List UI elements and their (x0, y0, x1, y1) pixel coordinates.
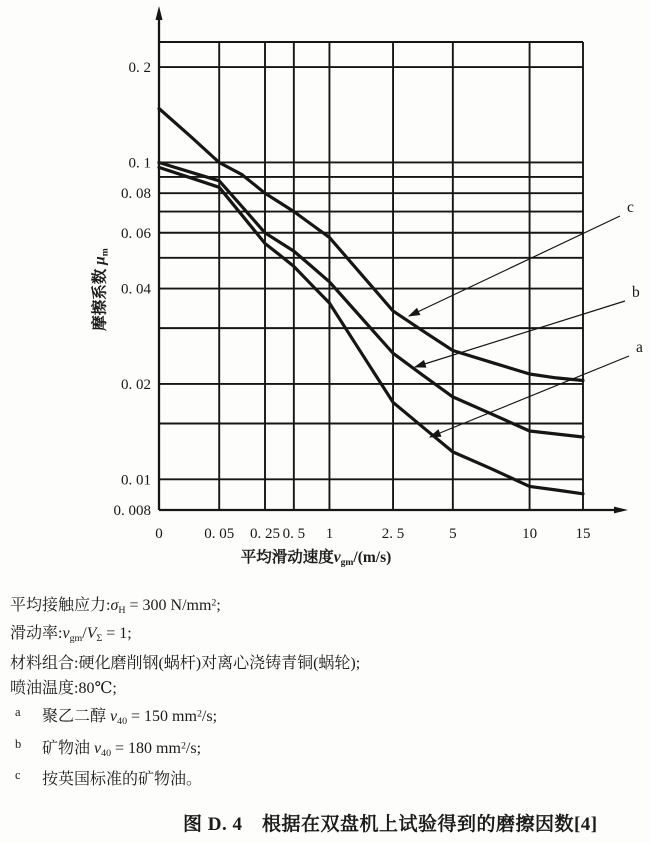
y-tick-label: 0. 02 (121, 376, 151, 393)
curve-label-c: c (627, 199, 634, 216)
text-segment: μ (91, 256, 109, 265)
footnote-marker: a (15, 705, 21, 719)
note-text (42, 771, 202, 788)
text-segment: 按英国标准的矿物油。 (42, 771, 203, 788)
text-segment: gm (340, 557, 354, 569)
curve-b (159, 163, 583, 438)
y-tick-label: 0. 01 (121, 472, 151, 489)
footnote-marker: b (15, 737, 22, 751)
footnote-b (10, 735, 201, 759)
y-tick-label: 0. 08 (121, 186, 151, 203)
text-segment: 摩擦系数 (91, 264, 109, 331)
x-tick-label: 15 (575, 526, 591, 542)
note-text (10, 680, 117, 697)
text-segment: 平均接触应力: (10, 597, 111, 614)
y-tick-label: 0. 06 (121, 225, 151, 242)
text-segment: Σ (96, 633, 103, 645)
text-segment: 2 (211, 597, 217, 609)
curve-c (159, 109, 583, 381)
text-segment: V (86, 625, 97, 642)
x-tick-label: 0. 25 (250, 526, 280, 542)
footnote-c (10, 766, 202, 789)
text-segment: gm (69, 633, 83, 645)
note-text (42, 708, 218, 728)
text-segment: 喷油温度:80℃; (10, 680, 117, 697)
text-segment: 40 (101, 748, 112, 760)
text-segment: / (82, 625, 87, 642)
x-tick-label: 5 (449, 526, 457, 542)
text-segment: 矿物油 (42, 740, 95, 757)
text-segment: /s; (201, 708, 218, 725)
condition-line (10, 620, 132, 644)
footnote-marker: c (15, 768, 21, 782)
text-segment: = 300 N/mm (125, 597, 212, 614)
x-tick-label: 2. 5 (381, 526, 405, 542)
text-segment: 滑动率: (10, 625, 63, 642)
x-tick-label: 0 (155, 526, 163, 542)
condition-line (10, 650, 360, 673)
text-segment: 2 (180, 740, 186, 752)
note-text (10, 597, 221, 617)
text-segment: = 150 mm (127, 708, 197, 725)
y-axis-arrow-icon (156, 6, 163, 20)
text-segment: 40 (117, 716, 128, 728)
curve-label-b: b (632, 284, 640, 301)
note-text (10, 625, 132, 645)
x-tick-label: 1 (325, 526, 334, 542)
text-segment: 2 (196, 708, 202, 720)
text-segment: v (333, 549, 341, 566)
x-tick-label: 0. 5 (282, 526, 306, 542)
text-segment: /(m/s) (353, 549, 392, 566)
figure-caption: 图 D. 4 根据在双盘机上试验得到的磨擦因数[4] (183, 814, 598, 835)
x-tick-label: 0. 05 (204, 526, 235, 542)
x-axis-arrow-icon (614, 507, 628, 514)
y-tick-label: 0. 2 (128, 60, 151, 77)
y-tick-label: 0. 008 (113, 503, 151, 519)
text-segment: ; (216, 597, 221, 614)
x-axis-title (163, 545, 469, 568)
text-segment: ν (94, 740, 102, 757)
text-segment: H (118, 605, 126, 617)
text-segment: = 180 mm (111, 740, 181, 757)
note-text (10, 655, 360, 672)
text-segment: ν (110, 708, 118, 725)
note-text (42, 740, 202, 760)
text-segment: m (99, 248, 111, 257)
text-segment: 材料组合:硬化磨削钢(蜗杆)对离心浇铸青铜(蜗轮); (10, 655, 361, 672)
y-tick-label: 0. 1 (128, 155, 151, 172)
y-tick-label: 0. 04 (121, 281, 151, 298)
text-segment: = 1; (102, 625, 132, 642)
text-segment: v (62, 625, 70, 642)
text-segment: 聚乙二醇 (42, 708, 111, 725)
y-axis-title (87, 208, 110, 372)
x-tick-label: 10 (522, 526, 538, 542)
text-segment: σ (110, 597, 119, 614)
footnote-a (10, 703, 217, 727)
text-segment: 平均滑动速度 (240, 549, 334, 566)
leader-line-b (415, 301, 625, 367)
condition-line (10, 675, 117, 698)
text-segment: /s; (185, 740, 202, 757)
condition-line (10, 592, 221, 616)
curve-label-a: a (636, 339, 643, 356)
leader-line-c (409, 216, 620, 316)
